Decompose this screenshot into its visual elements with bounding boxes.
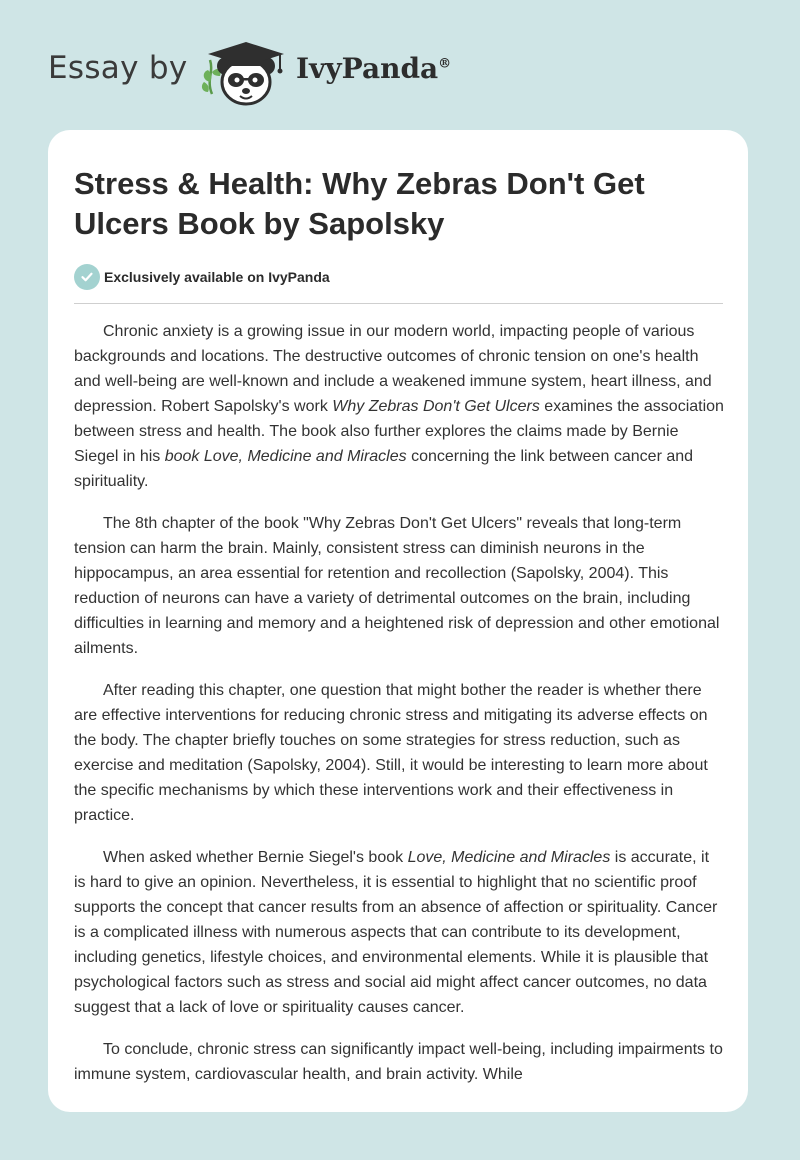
essay-body	[74, 319, 724, 1104]
text-run: After reading this chapter, one question that might bother the reader is whether there are effective interventions for reducing chronic stress and mitigating its adverse effects on the body. The chapter briefly touches on some strategies for stress reduction, such as exercise and meditation (Sapolsky, 2004). Still, it would be interesting to learn more about the specific mechanisms by which these interventions work and their effectiveness in practice.	[74, 682, 708, 824]
text-run: examines the association between stress and health. The book also further explores the claims made by Bernie Siegel in his	[74, 398, 724, 465]
divider	[74, 303, 723, 304]
text-run: To conclude, chronic stress can significantly impact well-being, including impairments to immune system, cardiovascular health, and brain activity. While	[74, 1041, 723, 1083]
registered-mark: ®	[438, 56, 452, 72]
book-title: book Love, Medicine and Miracles	[164, 448, 407, 465]
essay-card	[48, 130, 748, 1112]
text-run: The 8th chapter of the book "Why Zebras Don't Get Ulcers" reveals that long-term tension can harm the brain. Mainly, consistent stress can diminish neurons in the hippocampus, an area essential for retention and recollection (Sapolsky, 2004). This reduction of neurons can have a variety of detrimental outcomes on the brain, including difficulties in learning and memory and a heightened risk of depression and other emotional ailments.	[74, 515, 720, 657]
brand-text: IvyPanda	[296, 52, 439, 85]
panda-graduate-icon	[200, 36, 292, 108]
paragraph	[74, 319, 724, 494]
exclusive-badge	[74, 264, 330, 290]
text-run: Chronic anxiety is a growing issue in our modern world, impacting people of various backgrounds and locations. The destructive outcomes of chronic tension on one's health and well-being are well-known and include a weakened immune system, heart illness, and depression. Robert Sapolsky's work	[74, 323, 712, 415]
brand-name[interactable]	[296, 52, 451, 85]
paragraph	[74, 1037, 724, 1087]
paragraph	[74, 845, 724, 1020]
text-run: concerning the link between cancer and spirituality.	[74, 448, 694, 490]
check-icon	[74, 264, 100, 290]
book-title: Why Zebras Don't Get Ulcers	[332, 398, 540, 415]
exclusive-label: Exclusively available on IvyPanda	[104, 269, 330, 285]
paragraph	[74, 511, 724, 661]
site-header	[0, 0, 800, 130]
essay-by-label: Essay by	[48, 50, 188, 86]
paragraph	[74, 678, 724, 828]
text-run: When asked whether Bernie Siegel's book	[103, 849, 408, 866]
text-run: is accurate, it is hard to give an opinion. Nevertheless, it is essential to highlight that no scientific proof supports the concept that cancer results from an absence of affection or spirituality. Cancer is a complicated illness with numerous aspects that can contribute to its development, including genetics, lifestyle choices, and environmental elements. While it is plausible that psychological factors such as stress and social aid might affect cancer outcomes, no data suggest that a lack of love or spirituality causes cancer.	[74, 849, 718, 1016]
book-title: Love, Medicine and Miracles	[407, 849, 611, 866]
essay-title: Stress & Health: Why Zebras Don't Get Ulcers Book by Sapolsky	[74, 166, 645, 241]
